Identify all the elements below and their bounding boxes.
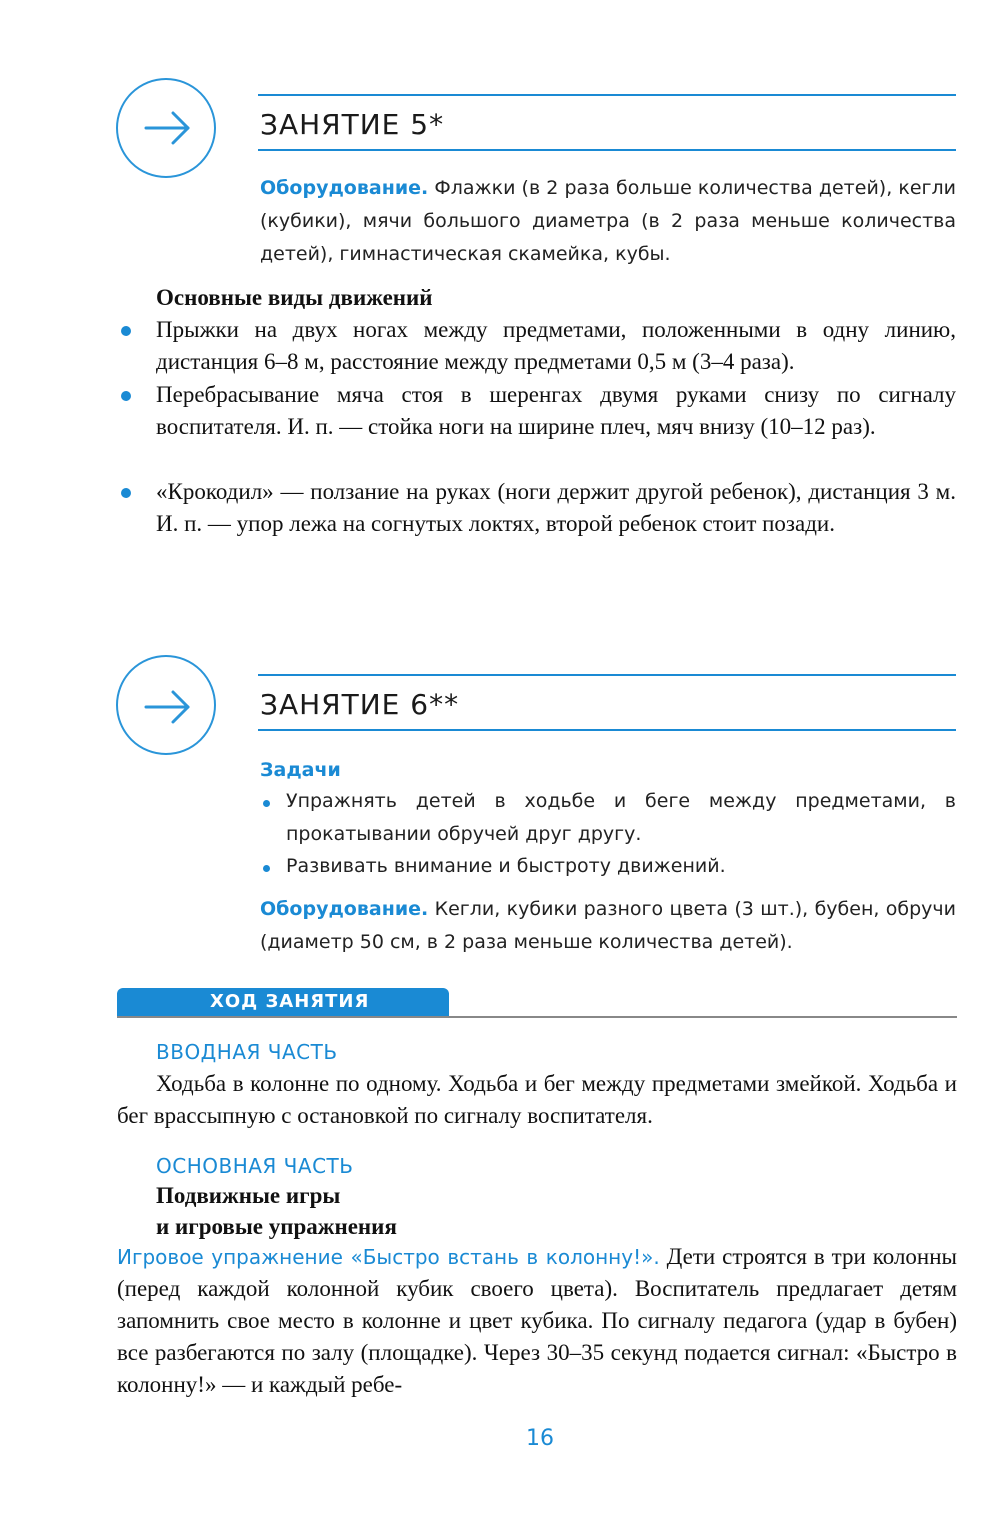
bullet-icon	[121, 488, 131, 498]
bullet-icon	[263, 800, 270, 807]
lesson6-title: ЗАНЯТИЕ 6**	[260, 688, 460, 721]
intro-text	[117, 1068, 957, 1132]
course-banner-label: ХОД ЗАНЯТИЯ	[210, 991, 370, 1012]
lesson6-equipment	[260, 893, 956, 959]
intro-heading: ВВОДНАЯ ЧАСТЬ	[156, 1040, 338, 1064]
intro-text-content: Ходьба в колонне по одному. Ходьба и бег между предметами змейкой. Ходьба и бег врассыпную с остановкой по сигналу воспитателя.	[117, 1071, 957, 1128]
lesson6-bottom-rule	[258, 729, 956, 731]
lesson5-equipment-label: Оборудование.	[260, 177, 429, 199]
lesson6-tasks-heading: Задачи	[260, 759, 341, 781]
bullet-icon	[121, 391, 131, 401]
course-banner-rule	[117, 1016, 957, 1018]
exercise-title: Игровое упражнение «Быстро встань в колонну!».	[117, 1245, 660, 1269]
page-number: 16	[526, 1426, 554, 1451]
lesson5-movement-2: Перебрасывание мяча стоя в шеренгах двумя руками снизу по сигналу воспитателя. И. п. — стойка ноги на ширине плеч, мяч внизу (10–12 раз).	[156, 382, 956, 439]
lesson5-movements-heading: Основные виды движений	[156, 285, 433, 310]
lesson5-equipment-text: Флажки (в 2 раза больше количества детей), кегли (кубики), мячи большого диаметра (в 2 раза меньше количества детей), гимнастическая скамейка, кубы.	[260, 177, 956, 265]
exercise-paragraph	[117, 1241, 957, 1401]
arrow-right-icon	[116, 655, 216, 755]
lesson6-top-rule	[258, 674, 956, 676]
games-heading-line1: Подвижные игры	[156, 1183, 341, 1208]
lesson5-equipment	[260, 172, 956, 271]
arrow-right-icon	[116, 78, 216, 178]
bullet-icon	[121, 326, 131, 336]
lesson6-task-1: Упражнять детей в ходьбе и беге между предметами, в прокатывании обручей друг другу.	[286, 790, 956, 845]
lesson6-equipment-label: Оборудование.	[260, 898, 429, 920]
lesson5-bottom-rule	[258, 149, 956, 151]
lesson5-top-rule	[258, 94, 956, 96]
games-heading-line2: и игровые упражнения	[156, 1214, 397, 1239]
lesson5-title: ЗАНЯТИЕ 5*	[260, 108, 445, 141]
lesson6-task-2: Развивать внимание и быстроту движений.	[286, 855, 726, 877]
main-heading: ОСНОВНАЯ ЧАСТЬ	[156, 1154, 354, 1178]
lesson6-equipment-text: Кегли, кубики разного цвета (3 шт.), бубен, обручи (диаметр 50 см, в 2 раза меньше количества детей).	[260, 898, 956, 953]
exercise-text: Дети строятся в три колонны (перед каждой колонной кубик своего цвета). Воспитатель предлагает детям запомнить свое место в колонне и цвет кубика. По сигналу педагога (удар в бубен) все разбегаются по залу (площадке). Через 30–35 секунд подается сигнал: «Быстро в колонну!» — и каждый ребе-	[117, 1244, 957, 1397]
lesson5-movement-1: Прыжки на двух ногах между предметами, положенными в одну линию, дистанция 6–8 м, расстояние между предметами 0,5 м (3–4 раза).	[156, 317, 956, 374]
bullet-icon	[263, 865, 270, 872]
lesson5-movement-3: «Крокодил» — ползание на руках (ноги держит другой ребенок), дистанция 3 м. И. п. — упор лежа на согнутых локтях, второй ребенок стоит позади.	[156, 479, 956, 536]
